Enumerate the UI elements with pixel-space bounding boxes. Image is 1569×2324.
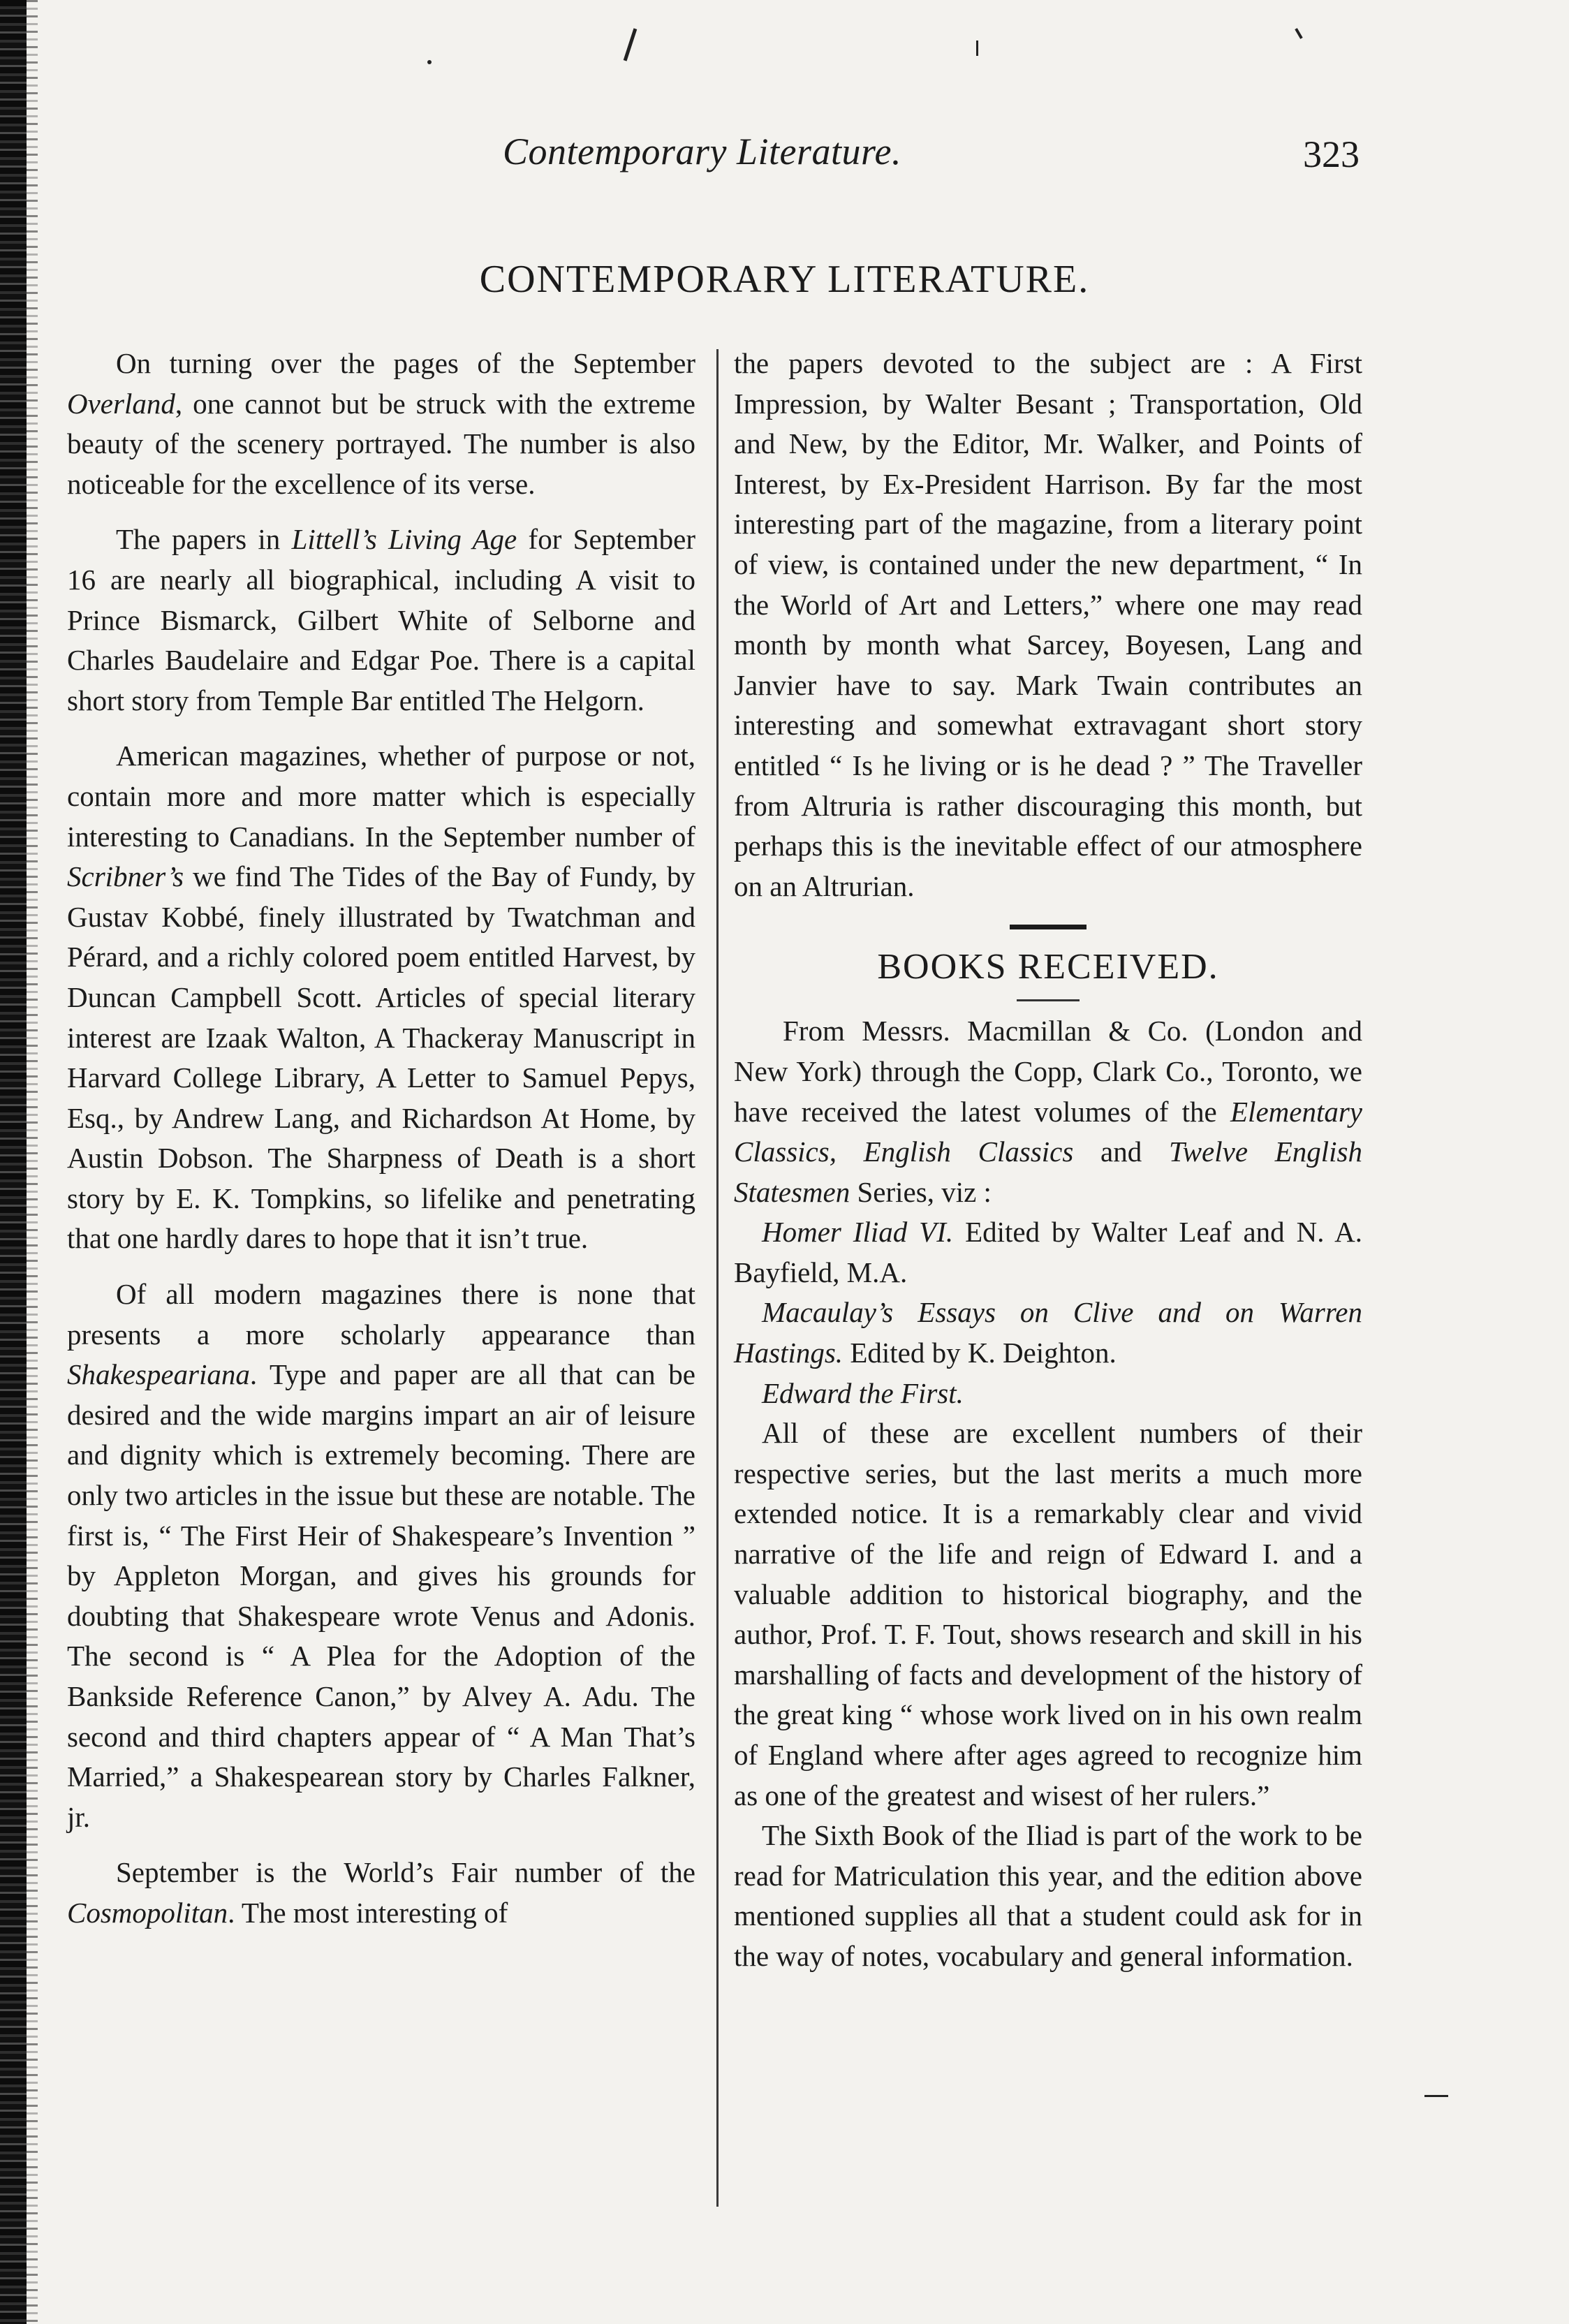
right-column [734,344,1362,1977]
stray-mark [624,28,638,61]
binding-shadow [27,0,38,2324]
stray-mark [1424,2095,1448,2097]
paragraph-overland: On turning over the pages of the September Overland, one cannot but be struck with the extreme beauty of the scenery portrayed. The number is also noticeable for the excellence of its verse. [67,347,695,500]
paragraph-cosmopolitan-continued: the papers devoted to the subject are : A First Impression, by Walter Besant ; Transportation, Old and New, by the Editor, Mr. Walker, and Points of Interest, by Ex-President Harrison. By far the most interesting part of the magazine, from a literary point of view, is contained under the new department, “ In the World of Art and Letters,” where one may read month by month what Sarcey, Boyesen, Lang and Janvier have to say. Mark Twain contributes an interesting and somewhat extravagant short story entitled “ Is he living or is he dead ? ” The Traveller from Altruria is rather discouraging this month, but perhaps this is the inevitable effect of our atmosphere on an Altrurian. [734,347,1362,902]
paragraph-living-age: The papers in Littell’s Living Age for September 16 are nearly all biographical, including A visit to Prince Bismarck, Gilbert White of Selborne and Charles Baudelaire and Edgar Poe. There is a capital short story from Temple Bar entitled The Helgorn. [67,523,695,716]
closing-paragraph: The Sixth Book of the Iliad is part of the work to be read for Matriculation this year, and the edition above mentioned supplies all that a student could ask for in the way of notes, vocabulary and general information. [734,1819,1362,1972]
left-column [67,344,695,1934]
book-item: Macaulay’s Essays on Clive and on Warren Hastings. Edited by K. Deighton. [734,1296,1362,1369]
section-rule [1010,925,1086,929]
running-head-title: Contemporary Literature. [503,131,901,172]
stray-mark [976,41,978,56]
stray-mark [1295,28,1302,39]
book-review: All of these are excellent numbers of their respective series, but the last merits a much more extended notice. It is a remarkably clear and vivid narrative of the life and reign of Edward I. and a valuable addition to historical biography, and the author, Prof. T. F. Tout, shows research and skill in his marshalling of facts and development of the history of the great king “ whose work lived on in his own realm of England where after ages agreed to recognize him as one of the greatest and wisest of her rulers.” [734,1417,1362,1811]
books-received-heading: BOOKS RECEIVED. [877,947,1219,987]
book-item: Homer Iliad VI. Edited by Walter Leaf and N. A. Bayfield, M.A. [734,1216,1362,1288]
books-intro: From Messrs. Macmillan & Co. (London and New York) through the Copp, Clark Co., Toronto, we have received the latest volumes of the Elementary Classics, English Classics and Twelve English Statesmen Series, viz : [734,1015,1363,1208]
paragraph-shakespeariana: Of all modern magazines there is none that presents a more scholarly appearance than Shakespeariana. Type and paper are all that can be desired and the wide margins impart an air of leisure and dignity which is extremely becoming. There are only two articles in the issue but these are notable. The first is, “ The First Heir of Shakespeare’s Invention ” by Appleton Morgan, and gives his grounds for doubting that Shakespeare wrote Venus and Adonis. The second is “ A Plea for the Adoption of the Bankside Reference Canon,” by Alvey A. Adu. The second and third chapters appear of “ A Man That’s Married,” a Shakespearean story by Charles Falkner, jr. [67,1278,695,1833]
heading-underline [1017,999,1080,1001]
book-item: Edward the First. [762,1376,964,1409]
page-binding-edge [0,0,27,2324]
paragraph-scribners: American magazines, whether of purpose or not, contain more and more matter which is especially interesting to Canadians. In the September number of Scribner’s we find The Tides of the Bay of Fundy, by Gustav Kobbé, finely illustrated by Twatchman and Pérard, and a richly colored poem entitled Harvest, by Duncan Campbell Scott. Articles of special literary interest are Izaak Walton, A Thackeray Manuscript in Harvard College Library, A Letter to Samuel Pepys, Esq., by Andrew Lang, and Richardson At Home, by Austin Dobson. The Sharpness of Death is a short story by E. K. Tompkins, so lifelike and penetrating that one hardly dares to hope that it isn’t true. [67,740,695,1255]
article-title: CONTEMPORARY LITERATURE. [479,258,1090,301]
page-number: 323 [1303,133,1360,175]
paragraph-cosmopolitan: September is the World’s Fair number of the Cosmopolitan. The most interesting of [67,1856,695,1929]
column-divider [716,349,719,2207]
stray-mark [427,60,432,64]
